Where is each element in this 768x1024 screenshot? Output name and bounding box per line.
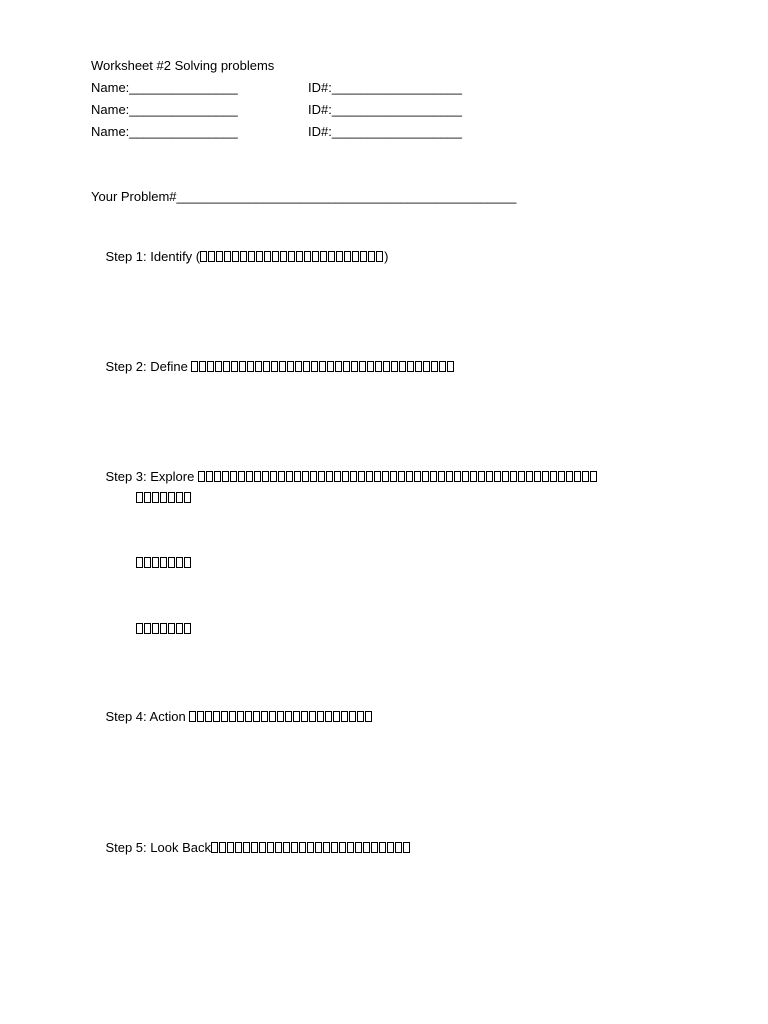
missing-glyph-box <box>423 361 430 372</box>
missing-glyph-box <box>152 492 159 503</box>
missing-glyph-box <box>582 471 589 482</box>
missing-glyph-box <box>216 251 223 262</box>
missing-glyph-box <box>542 471 549 482</box>
missing-glyph-run <box>136 490 192 505</box>
missing-glyph-box <box>160 557 167 568</box>
missing-glyph-box <box>375 361 382 372</box>
missing-glyph-box <box>376 251 383 262</box>
missing-glyph-box <box>382 471 389 482</box>
missing-glyph-box <box>277 711 284 722</box>
missing-glyph-box <box>256 251 263 262</box>
missing-glyph-box <box>176 557 183 568</box>
missing-glyph-box <box>253 711 260 722</box>
missing-glyph-box <box>383 361 390 372</box>
missing-glyph-box <box>270 471 277 482</box>
step-4-action <box>91 693 373 741</box>
missing-glyph-box <box>283 842 290 853</box>
missing-glyph-box <box>327 361 334 372</box>
missing-glyph-box <box>320 251 327 262</box>
missing-glyph-box <box>352 251 359 262</box>
missing-glyph-box <box>309 711 316 722</box>
step-suffix: ) <box>384 249 389 264</box>
missing-glyph-box <box>368 251 375 262</box>
missing-glyph-box <box>486 471 493 482</box>
missing-glyph-box <box>191 361 198 372</box>
missing-glyph-box <box>326 471 333 482</box>
missing-glyph-box <box>184 557 191 568</box>
missing-glyph-box <box>328 251 335 262</box>
missing-glyph-box <box>323 842 330 853</box>
missing-glyph-box <box>415 361 422 372</box>
missing-glyph-box <box>239 361 246 372</box>
missing-glyph-box <box>247 361 254 372</box>
missing-glyph-box <box>230 471 237 482</box>
missing-glyph-run <box>198 469 598 484</box>
missing-glyph-run <box>189 709 373 724</box>
id-field-1: ID#:__________________ <box>308 80 462 95</box>
id-field-2: ID#:__________________ <box>308 102 462 117</box>
missing-glyph-box <box>255 361 262 372</box>
missing-glyph-box <box>414 471 421 482</box>
missing-glyph-box <box>205 711 212 722</box>
step-label: Step 2: Define <box>105 359 192 374</box>
missing-glyph-box <box>168 623 175 634</box>
missing-glyph-box <box>287 361 294 372</box>
missing-glyph-box <box>223 361 230 372</box>
missing-glyph-box <box>470 471 477 482</box>
missing-glyph-box <box>363 842 370 853</box>
missing-glyph-box <box>152 557 159 568</box>
step-label: Step 3: Explore <box>105 469 198 484</box>
missing-glyph-box <box>355 842 362 853</box>
step-1-identify <box>91 233 388 281</box>
missing-glyph-box <box>264 251 271 262</box>
missing-glyph-box <box>267 842 274 853</box>
missing-glyph-box <box>214 471 221 482</box>
missing-glyph-box <box>232 251 239 262</box>
missing-glyph-box <box>390 471 397 482</box>
missing-glyph-box <box>168 557 175 568</box>
missing-glyph-box <box>534 471 541 482</box>
missing-glyph-box <box>447 361 454 372</box>
missing-glyph-box <box>136 557 143 568</box>
name-field-2: Name:_______________ <box>91 102 238 117</box>
id-field-3: ID#:__________________ <box>308 124 462 139</box>
missing-glyph-box <box>439 361 446 372</box>
missing-glyph-box <box>510 471 517 482</box>
step-label: Step 1: Identify ( <box>105 249 201 264</box>
missing-glyph-box <box>365 711 372 722</box>
missing-glyph-box <box>317 711 324 722</box>
missing-glyph-box <box>222 471 229 482</box>
missing-glyph-run <box>200 249 384 264</box>
missing-glyph-box <box>229 711 236 722</box>
missing-glyph-run <box>136 621 192 636</box>
missing-glyph-box <box>342 471 349 482</box>
missing-glyph-box <box>219 842 226 853</box>
missing-glyph-box <box>334 471 341 482</box>
missing-glyph-box <box>263 361 270 372</box>
missing-glyph-box <box>184 623 191 634</box>
missing-glyph-box <box>446 471 453 482</box>
missing-glyph-box <box>243 842 250 853</box>
name-field-3: Name:_______________ <box>91 124 238 139</box>
missing-glyph-box <box>245 711 252 722</box>
missing-glyph-box <box>566 471 573 482</box>
missing-glyph-box <box>279 361 286 372</box>
missing-glyph-run <box>211 840 411 855</box>
missing-glyph-box <box>280 251 287 262</box>
missing-glyph-box <box>371 842 378 853</box>
missing-glyph-box <box>430 471 437 482</box>
missing-glyph-box <box>251 842 258 853</box>
missing-glyph-box <box>200 251 207 262</box>
missing-glyph-box <box>462 471 469 482</box>
step-2-define <box>91 343 455 391</box>
missing-glyph-box <box>407 361 414 372</box>
missing-glyph-box <box>299 842 306 853</box>
step-label: Step 5: Look Back <box>105 840 211 855</box>
missing-glyph-box <box>237 711 244 722</box>
missing-glyph-box <box>136 492 143 503</box>
missing-glyph-box <box>526 471 533 482</box>
missing-glyph-box <box>558 471 565 482</box>
missing-glyph-box <box>275 842 282 853</box>
missing-glyph-box <box>160 623 167 634</box>
missing-glyph-box <box>294 471 301 482</box>
missing-glyph-box <box>403 842 410 853</box>
missing-glyph-box <box>224 251 231 262</box>
missing-glyph-box <box>303 361 310 372</box>
missing-glyph-box <box>502 471 509 482</box>
missing-glyph-box <box>349 711 356 722</box>
missing-glyph-box <box>207 361 214 372</box>
missing-glyph-box <box>347 842 354 853</box>
missing-glyph-box <box>360 251 367 262</box>
missing-glyph-box <box>367 361 374 372</box>
missing-glyph-box <box>278 471 285 482</box>
missing-glyph-box <box>574 471 581 482</box>
missing-glyph-box <box>366 471 373 482</box>
name-field-1: Name:_______________ <box>91 80 238 95</box>
missing-glyph-box <box>341 711 348 722</box>
missing-glyph-box <box>406 471 413 482</box>
missing-glyph-box <box>235 842 242 853</box>
missing-glyph-box <box>213 711 220 722</box>
missing-glyph-box <box>387 842 394 853</box>
missing-glyph-box <box>319 361 326 372</box>
missing-glyph-box <box>379 842 386 853</box>
missing-glyph-box <box>454 471 461 482</box>
missing-glyph-box <box>333 711 340 722</box>
missing-glyph-box <box>325 711 332 722</box>
missing-glyph-box <box>518 471 525 482</box>
missing-glyph-box <box>208 251 215 262</box>
missing-glyph-box <box>288 251 295 262</box>
missing-glyph-box <box>301 711 308 722</box>
missing-glyph-box <box>310 471 317 482</box>
missing-glyph-box <box>248 251 255 262</box>
missing-glyph-box <box>315 842 322 853</box>
missing-glyph-box <box>438 471 445 482</box>
worksheet-title: Worksheet #2 Solving problems <box>91 58 275 73</box>
explore-option-1 <box>122 474 192 522</box>
missing-glyph-box <box>269 711 276 722</box>
missing-glyph-box <box>358 471 365 482</box>
missing-glyph-box <box>160 492 167 503</box>
missing-glyph-box <box>184 492 191 503</box>
missing-glyph-box <box>293 711 300 722</box>
missing-glyph-box <box>311 361 318 372</box>
missing-glyph-box <box>343 361 350 372</box>
missing-glyph-box <box>550 471 557 482</box>
missing-glyph-box <box>259 842 266 853</box>
missing-glyph-box <box>374 471 381 482</box>
explore-option-2 <box>122 539 192 587</box>
missing-glyph-box <box>494 471 501 482</box>
missing-glyph-box <box>240 251 247 262</box>
missing-glyph-box <box>231 361 238 372</box>
missing-glyph-box <box>399 361 406 372</box>
missing-glyph-box <box>238 471 245 482</box>
missing-glyph-box <box>295 361 302 372</box>
missing-glyph-run <box>191 359 455 374</box>
missing-glyph-box <box>227 842 234 853</box>
missing-glyph-box <box>176 623 183 634</box>
step-5-look-back <box>91 824 411 872</box>
missing-glyph-box <box>215 361 222 372</box>
missing-glyph-box <box>291 842 298 853</box>
missing-glyph-box <box>339 842 346 853</box>
missing-glyph-box <box>262 471 269 482</box>
missing-glyph-box <box>359 361 366 372</box>
missing-glyph-box <box>152 623 159 634</box>
missing-glyph-box <box>286 471 293 482</box>
missing-glyph-box <box>344 251 351 262</box>
missing-glyph-box <box>168 492 175 503</box>
missing-glyph-box <box>176 492 183 503</box>
explore-option-3 <box>122 605 192 653</box>
missing-glyph-box <box>271 361 278 372</box>
missing-glyph-box <box>302 471 309 482</box>
missing-glyph-run <box>136 555 192 570</box>
missing-glyph-box <box>478 471 485 482</box>
missing-glyph-box <box>211 842 218 853</box>
missing-glyph-box <box>312 251 319 262</box>
missing-glyph-box <box>335 361 342 372</box>
missing-glyph-box <box>285 711 292 722</box>
missing-glyph-box <box>318 471 325 482</box>
missing-glyph-box <box>221 711 228 722</box>
missing-glyph-box <box>422 471 429 482</box>
step-label: Step 4: Action <box>105 709 190 724</box>
missing-glyph-box <box>198 471 205 482</box>
missing-glyph-box <box>398 471 405 482</box>
missing-glyph-box <box>391 361 398 372</box>
missing-glyph-box <box>331 842 338 853</box>
missing-glyph-box <box>304 251 311 262</box>
missing-glyph-box <box>136 623 143 634</box>
missing-glyph-box <box>590 471 597 482</box>
missing-glyph-box <box>206 471 213 482</box>
missing-glyph-box <box>254 471 261 482</box>
missing-glyph-box <box>395 842 402 853</box>
missing-glyph-box <box>144 623 151 634</box>
missing-glyph-box <box>307 842 314 853</box>
missing-glyph-box <box>431 361 438 372</box>
missing-glyph-box <box>351 361 358 372</box>
missing-glyph-box <box>350 471 357 482</box>
missing-glyph-box <box>296 251 303 262</box>
missing-glyph-box <box>197 711 204 722</box>
missing-glyph-box <box>357 711 364 722</box>
missing-glyph-box <box>144 557 151 568</box>
missing-glyph-box <box>272 251 279 262</box>
missing-glyph-box <box>261 711 268 722</box>
missing-glyph-box <box>199 361 206 372</box>
missing-glyph-box <box>246 471 253 482</box>
missing-glyph-box <box>144 492 151 503</box>
missing-glyph-box <box>189 711 196 722</box>
missing-glyph-box <box>336 251 343 262</box>
your-problem-field: Your Problem#_______________________________________________ <box>91 189 517 204</box>
